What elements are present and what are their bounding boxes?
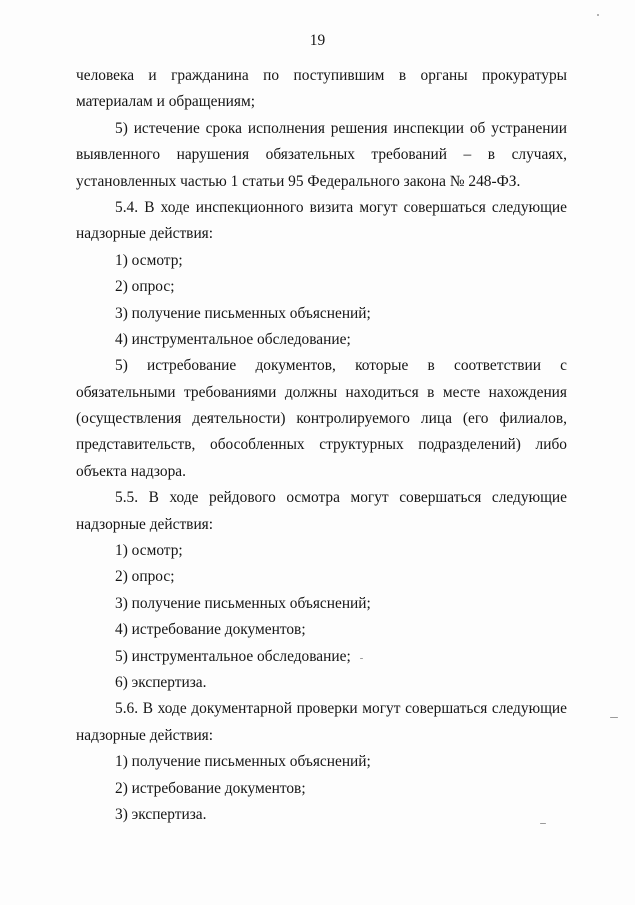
document-line: 3) получение письменных объяснений; xyxy=(115,594,371,612)
document-line: 6) экспертиза. xyxy=(115,673,207,691)
document-line: 3) экспертиза. xyxy=(115,805,207,823)
scan-speck xyxy=(540,823,546,824)
document-line: 3) получение письменных объяснений; xyxy=(115,304,371,322)
document-line: объекта надзора. xyxy=(76,462,186,480)
document-line: 2) опрос; xyxy=(115,568,175,586)
document-line: 2) истребование документов; xyxy=(115,779,306,797)
scan-speck xyxy=(597,14,599,16)
document-line: 2) опрос; xyxy=(115,278,175,296)
page-number: 19 xyxy=(309,32,326,49)
scan-speck xyxy=(610,717,618,718)
document-line: 5) истребование документов, которые в соответствии с xyxy=(115,357,567,375)
document-line: (осуществления деятельности) контролируемого лица (его филиалов, xyxy=(76,410,567,428)
document-line: 4) инструментальное обследование; xyxy=(115,330,351,348)
scan-speck xyxy=(360,658,363,659)
document-line: материалам и обращениям; xyxy=(76,93,256,111)
document-body xyxy=(76,63,567,828)
document-line: 5) инструментальное обследование; xyxy=(115,647,351,665)
document-line: 1) получение письменных объяснений; xyxy=(115,753,371,771)
document-line: надзорные действия: xyxy=(76,515,214,533)
document-line: надзорные действия: xyxy=(76,225,214,243)
document-line: 5.5. В ходе рейдового осмотра могут совершаться следующие xyxy=(115,489,567,507)
document-line: 5.6. В ходе документарной проверки могут совершаться следующие xyxy=(115,700,567,718)
document-line: 1) осмотр; xyxy=(115,251,183,269)
document-line: представительств, обособленных структурных подразделений) либо xyxy=(76,436,567,454)
document-line: человека и гражданина по поступившим в органы прокуратуры xyxy=(76,67,567,84)
document-line: 4) истребование документов; xyxy=(115,621,306,639)
document-line: 5) истечение срока исполнения решения инспекции об устранении xyxy=(115,119,567,137)
document-line: надзорные действия: xyxy=(76,726,214,744)
document-line: обязательными требованиями должны находиться в месте нахождения xyxy=(76,383,567,401)
document-line: установленных частью 1 статьи 95 Федерального закона № 248-ФЗ. xyxy=(76,172,521,190)
document-line: выявленного нарушения обязательных требований – в случаях, xyxy=(76,146,567,164)
document-line: 5.4. В ходе инспекционного визита могут совершаться следующие xyxy=(115,198,567,216)
document-line: 1) осмотр; xyxy=(115,542,183,560)
